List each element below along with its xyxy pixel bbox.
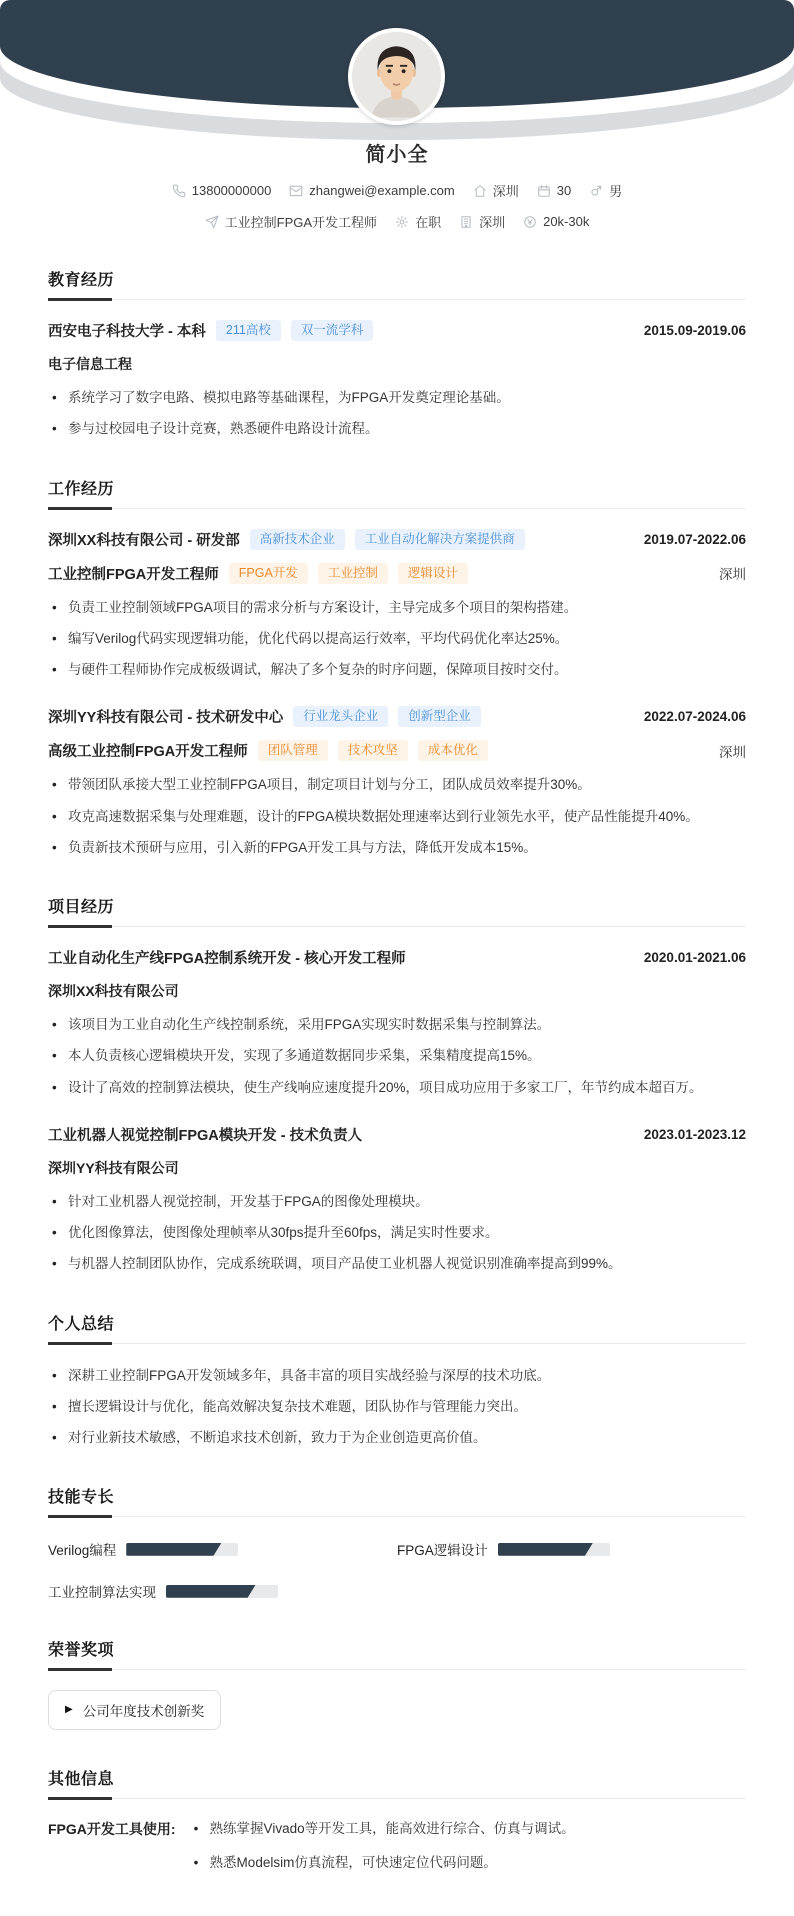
section-education [48, 267, 746, 440]
skill-bar [126, 1543, 238, 1556]
city-value: 深圳 [492, 184, 519, 199]
skill-bar [166, 1585, 278, 1598]
contact-age [537, 183, 571, 198]
contact-row-1 [0, 181, 794, 200]
section-summary [48, 1311, 746, 1449]
avatar-photo [352, 32, 441, 121]
education-date: 2015.09-2019.06 [643, 323, 746, 338]
role-tag: 工业控制 [318, 563, 388, 584]
section-projects [48, 894, 746, 1275]
bullet: • 该项目为工业自动化生产线控制系统，采用FPGA实现实时数据采集与控制算法。 [48, 1015, 746, 1035]
play-icon: ▶ [65, 1704, 73, 1716]
gender-value: 男 [609, 184, 623, 199]
role-tag: 逻辑设计 [398, 563, 468, 584]
education-bullets [48, 388, 746, 440]
bullet: • 负责新技术预研与应用，引入新的FPGA开发工具与方法，降低开发成本15%。 [48, 838, 746, 858]
bullet: • 深耕工业控制FPGA开发领域多年，具备丰富的项目实战经验与深厚的技术功底。 [48, 1366, 746, 1386]
section-title-summary: 个人总结 [48, 1311, 746, 1344]
work-item [48, 706, 746, 858]
skill-name: Verilog编程 [48, 1543, 117, 1559]
work-date: 2022.07-2024.06 [643, 709, 746, 725]
mail-icon [289, 184, 303, 198]
company-tag: 高新技术企业 [250, 529, 345, 550]
bullet: • 带领团队承接大型工业控制FPGA项目，制定项目计划与分工，团队成员效率提升30%。 [48, 775, 746, 795]
bullet: • 与机器人控制团队协作，完成系统联调，项目产品使工业机器人视觉识别准确率提高到99%。 [48, 1254, 746, 1274]
contact-row-2 [0, 212, 794, 231]
project-date: 2023.01-2023.12 [643, 1126, 746, 1142]
age-value: 30 [556, 183, 572, 198]
bullet: • 攻克高速数据采集与处理难题，设计的FPGA模块数据处理速率达到行业领先水平，使产品性能提升40%。 [48, 807, 746, 827]
phone-icon [172, 184, 186, 198]
work-location: 深圳 [719, 744, 746, 760]
education-major: 电子信息工程 [48, 356, 132, 372]
project-name: 工业自动化生产线FPGA控制系统开发 - 核心开发工程师 [48, 951, 406, 967]
contact-status [395, 212, 441, 231]
company-name: 深圳XX科技有限公司 - 研发部 [48, 532, 240, 549]
work-bullets [48, 598, 746, 681]
school-name: 西安电子科技大学 - 本科 [48, 324, 206, 340]
award-item[interactable] [48, 1690, 221, 1730]
section-honors [48, 1637, 746, 1730]
role-name: 高级工业控制FPGA开发工程师 [48, 744, 248, 761]
email-value: zhangwei@example.com [309, 183, 455, 198]
contact-salary [523, 214, 589, 229]
home-icon [473, 184, 487, 198]
skill-bar-fill [166, 1585, 256, 1598]
bullet: • 熟悉Modelsim仿真流程，可快速定位代码问题。 [190, 1853, 575, 1873]
section-work [48, 476, 746, 859]
company-tag: 工业自动化解决方案提供商 [355, 529, 525, 550]
section-title-work: 工作经历 [48, 476, 746, 509]
bullet: • 系统学习了数字电路、模拟电路等基础课程，为FPGA开发奠定理论基础。 [48, 388, 746, 408]
school-tag: 双一流学科 [291, 320, 374, 341]
skill-bar [498, 1543, 610, 1556]
contact-gender [589, 181, 622, 200]
skill-bar-fill [126, 1543, 221, 1556]
other-info-row [48, 1819, 746, 1886]
section-title-education: 教育经历 [48, 267, 746, 300]
bullet: • 本人负责核心逻辑模块开发，实现了多通道数据同步采集，采集精度提高15%。 [48, 1046, 746, 1066]
work-city-value: 深圳 [479, 215, 506, 230]
project-company: 深圳YY科技有限公司 [48, 1159, 179, 1176]
work-date: 2019.07-2022.06 [643, 531, 746, 547]
company-name: 深圳YY科技有限公司 - 技术研发中心 [48, 710, 284, 727]
school-tag: 211高校 [216, 320, 281, 341]
company-tag: 行业龙头企业 [293, 706, 388, 727]
skill-bar-fill [498, 1543, 593, 1556]
skill-name: 工业控制算法实现 [48, 1585, 156, 1601]
coin-icon [523, 215, 537, 229]
project-company: 深圳XX科技有限公司 [48, 983, 179, 999]
section-skills [48, 1484, 746, 1601]
section-title-projects: 项目经历 [48, 894, 746, 927]
salary-value: 20k-30k [543, 214, 590, 229]
skill-name: FPGA逻辑设计 [397, 1543, 488, 1559]
bullet: • 优化图像算法，使图像处理帧率从30fps提升至60fps，满足实时性要求。 [48, 1223, 746, 1243]
bullet: • 参与过校园电子设计竞赛，熟悉硬件电路设计流程。 [48, 419, 746, 439]
contact-email [289, 183, 454, 198]
skill-item [48, 1581, 397, 1601]
project-item [48, 947, 746, 1098]
role-tag: 技术攻坚 [338, 740, 408, 761]
job-title-value: 工业控制FPGA开发工程师 [224, 215, 378, 230]
project-bullets [48, 1192, 746, 1275]
status-value: 在职 [415, 215, 442, 230]
other-bullets [190, 1819, 575, 1886]
role-tag: 团队管理 [258, 740, 328, 761]
contact-city [473, 181, 519, 200]
section-title-skills: 技能专长 [48, 1484, 746, 1517]
gear-icon [395, 215, 409, 229]
project-bullets [48, 1015, 746, 1098]
bullet: • 与硬件工程师协作完成板级调试，解决了多个复杂的时序问题，保障项目按时交付。 [48, 660, 746, 680]
bullet: • 负责工业控制领域FPGA项目的需求分析与方案设计，主导完成多个项目的架构搭建。 [48, 598, 746, 618]
bullet: • 擅长逻辑设计与优化，能高效解决复杂技术难题，团队协作与管理能力突出。 [48, 1397, 746, 1417]
contact-phone [172, 183, 272, 198]
project-date: 2020.01-2021.06 [643, 950, 746, 965]
avatar [348, 28, 445, 125]
section-title-other: 其他信息 [48, 1766, 746, 1799]
project-name: 工业机器人视觉控制FPGA模块开发 - 技术负责人 [48, 1127, 363, 1144]
role-name: 工业控制FPGA开发工程师 [48, 566, 219, 583]
skill-item [48, 1539, 397, 1559]
work-location: 深圳 [719, 567, 746, 582]
work-bullets [48, 775, 746, 858]
company-tag: 创新型企业 [398, 706, 481, 727]
bullet: • 熟练掌握Vivado等开发工具，能高效进行综合、仿真与调试。 [190, 1819, 575, 1839]
bullet: • 设计了高效的控制算法模块，使生产线响应速度提升20%，项目成功应用于多家工厂，年节约成本超百万。 [48, 1078, 746, 1098]
age-icon [537, 184, 551, 198]
skill-item [397, 1539, 746, 1559]
contact-work-city [459, 212, 505, 231]
role-tag: FPGA开发 [229, 563, 308, 584]
project-item [48, 1124, 746, 1275]
gender-icon [589, 184, 603, 198]
bullet: • 编写Verilog代码实现逻辑功能，优化代码以提高运行效率，平均代码优化率达25%。 [48, 629, 746, 649]
section-other [48, 1766, 746, 1886]
section-title-honors: 荣誉奖项 [48, 1637, 746, 1670]
skills-grid [48, 1539, 746, 1601]
header [0, 0, 794, 128]
bullet: • 对行业新技术敏感，不断追求技术创新，致力于为企业创造更高价值。 [48, 1428, 746, 1448]
other-label: FPGA开发工具使用: [48, 1821, 176, 1838]
education-item [48, 320, 746, 440]
work-item [48, 529, 746, 681]
name: 简小全 [365, 144, 429, 166]
role-tag: 成本优化 [418, 740, 488, 761]
bullet: • 针对工业机器人视觉控制，开发基于FPGA的图像处理模块。 [48, 1192, 746, 1212]
summary-bullets [48, 1366, 746, 1449]
paper-plane-icon [205, 215, 219, 229]
building-icon [459, 215, 473, 229]
contact-job-title [205, 212, 377, 231]
phone-value: 13800000000 [191, 183, 272, 198]
award-label: 公司年度技术创新奖 [82, 1704, 205, 1720]
